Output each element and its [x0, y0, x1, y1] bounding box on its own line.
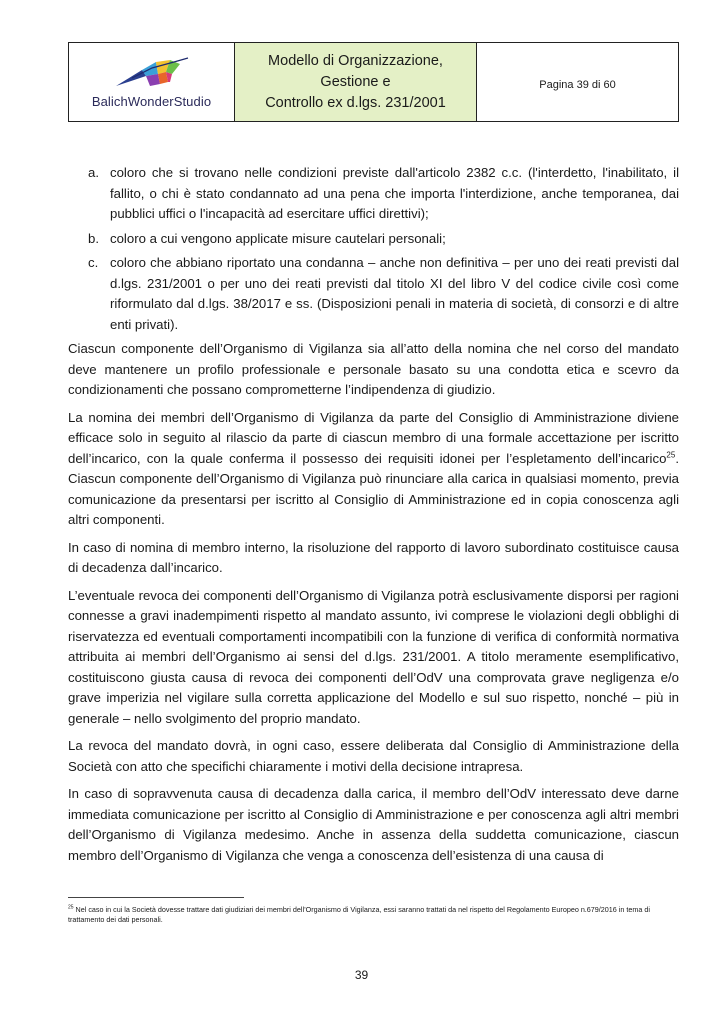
logo-text: BalichWonderStudio	[91, 93, 212, 109]
page-header	[68, 42, 679, 122]
paragraph: In caso di sopravvenuta causa di decadenza dalla carica, il membro dell’OdV interessato deve darne immediata comunicazione per iscritto al Consiglio di Amministrazione e per conoscenza agli altri membri dell’Organismo di Vigilanza medesimo. Anche in assenza della suddetta comunicazione, ciascun membro dell’Organismo di Vigilanza che venga a conoscenza dell’esistenza di una causa di	[68, 786, 679, 863]
ineligibility-list	[68, 163, 679, 335]
page-info-cell	[477, 43, 678, 121]
footnote-reference: 25	[666, 450, 676, 460]
footnote-text: Nel caso in cui la Società dovesse trattare dati giudiziari dei membri dell’Organismo di Vigilanza, essi saranno trattati da nel rispetto del Regolamento Europeo n.679/2016 in tema di trattamento dei dati personali.	[68, 905, 650, 924]
footnote-number: 25	[68, 904, 74, 911]
paragraph: In caso di nomina di membro interno, la risoluzione del rapporto di lavoro subordinato costituisce causa di decadenza dall’incarico.	[68, 539, 679, 575]
footnote	[68, 905, 679, 925]
paragraph-text: La nomina dei membri dell’Organismo di Vigilanza da parte del Consiglio di Amministrazione diviene efficace solo in seguito al rilascio da parte di ciascun membro di una formale accettazione per iscritto dell’incarico, con la quale conferma il possesso dei requisiti idonei per l’espletamento dell’incarico	[68, 409, 679, 466]
title-line-2: Controllo ex d.lgs. 231/2001	[265, 94, 446, 111]
list-marker: c.	[88, 255, 99, 270]
footnote-separator	[68, 897, 244, 898]
list-item-text: coloro che abbiano riportato una condanna – anche non definitiva – per uno dei reati previsti dal d.lgs. 231/2001 o per uno dei reati previsti dal titolo XI del libro V del codice civile così come riformulato dal d.lgs. 38/2017 e ss. (Disposizioni penali in materia di società, di consorzi e di altre enti privati).	[110, 255, 679, 332]
title-line-1: Modello di Organizzazione, Gestione e	[268, 52, 443, 90]
page-label: Pagina 39 di 60	[539, 79, 616, 91]
paragraph: La revoca del mandato dovrà, in ogni caso, essere deliberata dal Consiglio di Amministrazione della Società con atto che specifichi chiaramente i motivi della decisione intrapresa.	[68, 738, 679, 774]
list-marker: b.	[88, 230, 99, 246]
paragraph: Ciascun componente dell’Organismo di Vigilanza sia all’atto della nomina che nel corso del mandato deve mantenere un profilo professionale e personale basato su una condotta etica e scevro da condizionamenti che possano comprometterne l’indipendenza di giudizio.	[68, 341, 679, 397]
balich-logo-icon	[112, 56, 192, 92]
logo	[69, 43, 235, 121]
list-item	[68, 229, 679, 250]
paragraph-text: . Ciascun componente dell’Organismo di Vigilanza può rinunciare alla carica in qualsiasi momento, previa comunicazione da presentarsi per iscritto al Consiglio di Amministrazione ed in copia conoscenza agli altri componenti.	[68, 450, 679, 527]
list-item-text: coloro che si trovano nelle condizioni previste dall'articolo 2382 c.c. (l'interdetto, l'inabilitato, il fallito, o chi è stato condannato ad una pena che importa l'interdizione, anche temporanea, dai pubblici uffici o l'incapacità ad esercitare uffici direttivi);	[110, 165, 679, 221]
list-marker: a.	[88, 165, 99, 180]
paragraph: L’eventuale revoca dei componenti dell’Organismo di Vigilanza potrà esclusivamente disporsi per ragioni connesse a gravi inadempimenti rispetto al mandato assunto, ivi comprese le violazioni degli obblighi di riservatezza ed eventuali comportamenti incompatibili con la funzione di verifica di conformità normativa attribuita ai membri dell’Organismo ai sensi del d.lgs. 231/2001. A titolo meramente esemplificativo, costituiscono giusta causa di revoca dei componenti dell’OdV una comprovata grave negligenza e/o grave imperizia nel vigilare sulla corretta applicazione del Modello e sul suo rispetto, nonché – più in generale – nello svolgimento del proprio mandato.	[68, 587, 679, 726]
document-title-cell	[235, 43, 477, 121]
list-item	[68, 253, 679, 335]
document-body	[68, 163, 679, 873]
list-item-text: coloro a cui vengono applicate misure cautelari personali;	[110, 230, 446, 246]
document-title	[245, 51, 466, 114]
page-number: 39	[354, 968, 369, 982]
list-item	[68, 163, 679, 225]
paragraph	[68, 408, 679, 531]
